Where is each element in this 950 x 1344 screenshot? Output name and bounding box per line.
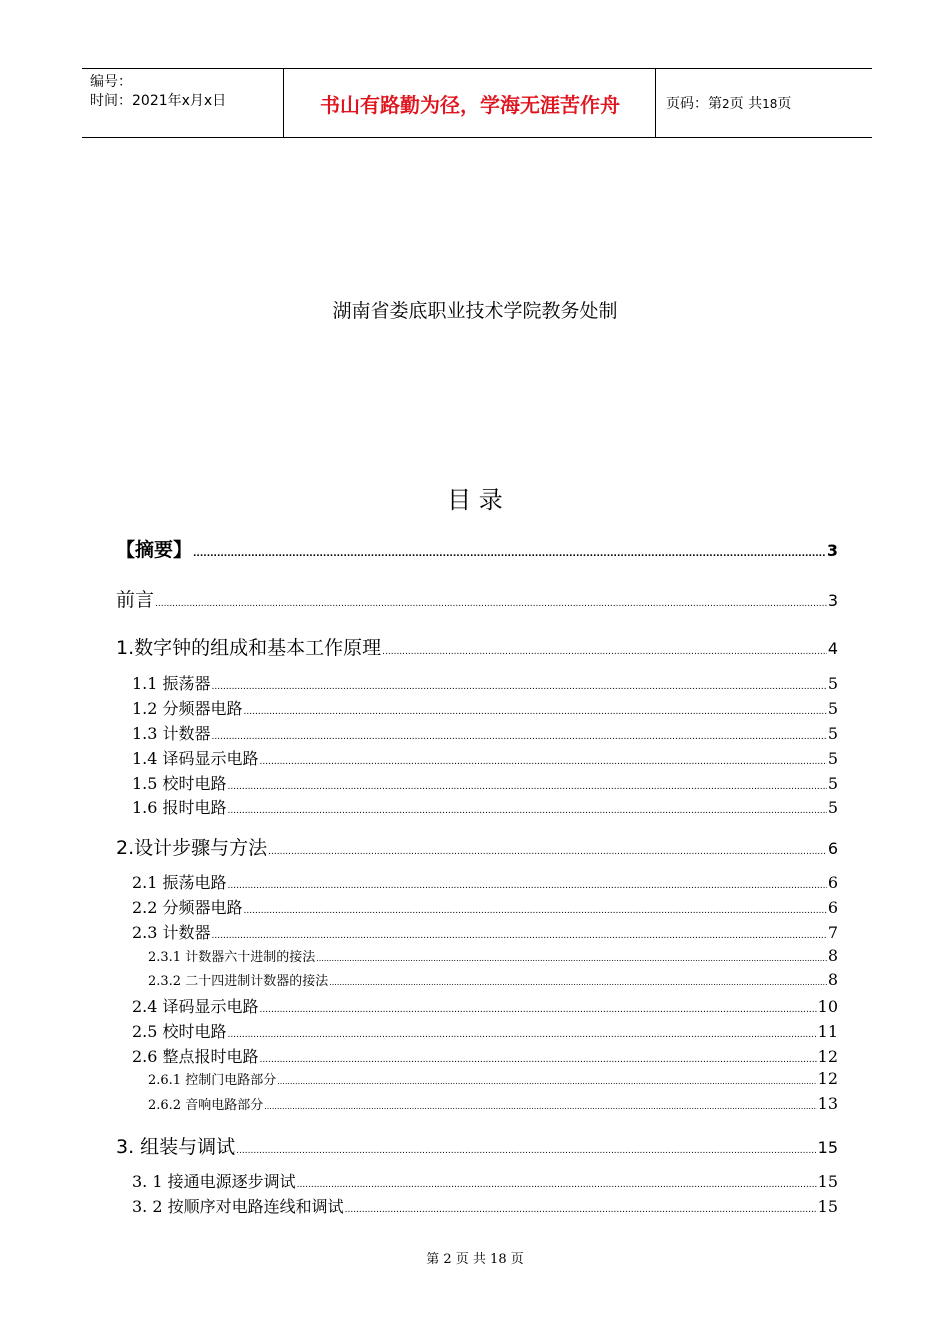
toc-leader bbox=[212, 682, 827, 692]
toc-entry-page: 5 bbox=[827, 798, 838, 817]
toc-entry-text: 1.2 分频器电路 bbox=[132, 699, 243, 718]
toc-leader bbox=[228, 1030, 817, 1040]
page-prefix: 页码：第 bbox=[666, 96, 722, 112]
toc-entry[interactable] bbox=[116, 833, 838, 860]
toc-entry-page: 5 bbox=[827, 724, 838, 743]
toc-entry[interactable] bbox=[148, 1094, 838, 1113]
toc-leader bbox=[264, 1102, 816, 1111]
toc-leader bbox=[193, 549, 826, 559]
toc-entry[interactable] bbox=[116, 585, 838, 612]
toc-entry-text: 2.设计步骤与方法 bbox=[116, 837, 268, 859]
toc-entry-text: 2.6.1 控制门电路部分 bbox=[148, 1073, 277, 1088]
toc-leader bbox=[228, 782, 827, 792]
toc-leader bbox=[297, 1180, 817, 1190]
toc-entry-text: 2.1 振荡电路 bbox=[132, 873, 227, 892]
header-page-info bbox=[666, 93, 791, 113]
toc-entry-text: 1.4 译码显示电路 bbox=[132, 749, 259, 768]
toc-entry[interactable] bbox=[148, 970, 838, 989]
institution-name: 湖南省娄底职业技术学院教务处制 bbox=[332, 300, 618, 322]
toc-entry-text: 1.5 校时电路 bbox=[132, 774, 227, 793]
toc-leader bbox=[268, 847, 827, 857]
header-motto: 书山有路勤为径，学海无涯苦作舟 bbox=[320, 92, 620, 117]
header-divider bbox=[283, 69, 284, 137]
toc-entry[interactable] bbox=[132, 746, 838, 769]
document-number-label: 编号： bbox=[90, 74, 132, 90]
toc-entry[interactable] bbox=[132, 895, 838, 918]
toc-leader bbox=[212, 931, 827, 941]
toc-entry[interactable] bbox=[132, 671, 838, 694]
toc-leader bbox=[329, 978, 827, 987]
toc-entry[interactable] bbox=[148, 1069, 838, 1088]
toc-leader bbox=[316, 954, 827, 963]
toc-leader bbox=[212, 732, 827, 742]
toc-entry-text: 1.数字钟的组成和基本工作原理 bbox=[116, 637, 382, 659]
toc-leader bbox=[382, 647, 827, 657]
toc-entry-text: 2.3.2 二十四进制计数器的接法 bbox=[148, 974, 329, 989]
page-suffix: 页 bbox=[777, 96, 792, 112]
toc-entry[interactable] bbox=[132, 1044, 838, 1067]
toc-entry-page: 5 bbox=[827, 749, 838, 768]
toc-entry-page: 4 bbox=[827, 639, 838, 658]
toc-leader bbox=[236, 1146, 816, 1156]
toc-entry-page: 12 bbox=[817, 1047, 838, 1066]
toc-entry-text: 2.2 分频器电路 bbox=[132, 898, 243, 917]
page-current: 2 bbox=[722, 97, 730, 111]
document-time-label: 时间：2021年x月x日 bbox=[90, 93, 227, 109]
toc-entry-page: 7 bbox=[827, 923, 838, 942]
toc-entry-page: 6 bbox=[827, 898, 838, 917]
toc-entry-page: 12 bbox=[817, 1069, 838, 1088]
toc-entry[interactable] bbox=[132, 1019, 838, 1042]
toc-leader bbox=[228, 881, 827, 891]
toc-leader bbox=[260, 1005, 817, 1015]
toc-entry-page: 6 bbox=[827, 873, 838, 892]
toc-entry-text: 【摘要】 bbox=[116, 539, 193, 561]
toc-entry-text: 2.6 整点报时电路 bbox=[132, 1047, 259, 1066]
toc-leader bbox=[260, 757, 827, 767]
toc-entry-text: 2.4 译码显示电路 bbox=[132, 997, 259, 1016]
toc-entry[interactable] bbox=[132, 920, 838, 943]
toc-leader bbox=[277, 1077, 816, 1086]
toc-entry[interactable] bbox=[132, 721, 838, 744]
toc-entry-page: 3 bbox=[827, 591, 838, 610]
toc-entry-page: 5 bbox=[827, 774, 838, 793]
toc-entry-text: 3. 2 按顺序对电路连线和调试 bbox=[132, 1197, 344, 1216]
toc-entry[interactable] bbox=[132, 771, 838, 794]
toc-leader bbox=[260, 1055, 817, 1065]
toc-entry-page: 13 bbox=[817, 1094, 838, 1113]
toc-entry-text: 2.3.1 计数器六十进制的接法 bbox=[148, 950, 316, 965]
page-footer: 第 2 页 共 18 页 bbox=[426, 1252, 524, 1267]
toc-entry-text: 1.6 报时电路 bbox=[132, 798, 227, 817]
toc-title: 目 录 bbox=[447, 486, 503, 514]
toc-entry-page: 5 bbox=[827, 674, 838, 693]
header-divider bbox=[655, 69, 656, 137]
toc-entry-page: 3 bbox=[826, 541, 838, 560]
toc-leader bbox=[244, 707, 827, 717]
toc-entry-page: 8 bbox=[827, 970, 838, 989]
toc-leader bbox=[244, 906, 827, 916]
toc-leader bbox=[345, 1205, 817, 1215]
toc-leader bbox=[228, 806, 827, 816]
toc-entry[interactable] bbox=[132, 795, 838, 818]
toc-entry[interactable] bbox=[132, 1169, 838, 1192]
toc-entry-page: 15 bbox=[817, 1172, 838, 1191]
toc-entry-text: 3. 组装与调试 bbox=[116, 1136, 236, 1158]
toc-entry[interactable] bbox=[132, 870, 838, 893]
toc-entry-text: 2.6.2 音响电路部分 bbox=[148, 1098, 264, 1113]
toc-entry-text: 2.3 计数器 bbox=[132, 923, 211, 942]
toc-entry-page: 8 bbox=[827, 946, 838, 965]
toc-entry[interactable] bbox=[132, 696, 838, 719]
toc-leader bbox=[155, 599, 827, 609]
toc-entry-page: 10 bbox=[817, 997, 838, 1016]
toc-entry-page: 6 bbox=[827, 839, 838, 858]
toc-entry-text: 3. 1 接通电源逐步调试 bbox=[132, 1172, 296, 1191]
toc-entry[interactable] bbox=[116, 535, 838, 562]
toc-entry[interactable] bbox=[132, 994, 838, 1017]
toc-entry-text: 前言 bbox=[116, 589, 155, 611]
page-header-table bbox=[82, 68, 872, 138]
toc-entry-page: 5 bbox=[827, 699, 838, 718]
page-total: 18 bbox=[762, 97, 778, 111]
header-meta bbox=[90, 73, 280, 111]
toc-entry-page: 11 bbox=[817, 1022, 838, 1041]
toc-entry-text: 1.3 计数器 bbox=[132, 724, 211, 743]
toc-entry[interactable] bbox=[148, 946, 838, 965]
page-mid: 页 共 bbox=[729, 96, 763, 112]
toc-entry-text: 2.5 校时电路 bbox=[132, 1022, 227, 1041]
toc-entry[interactable] bbox=[132, 1194, 838, 1217]
toc-entry-page: 15 bbox=[817, 1138, 838, 1157]
toc-entry-text: 1.1 振荡器 bbox=[132, 674, 211, 693]
toc-entry-page: 15 bbox=[817, 1197, 838, 1216]
toc-entry[interactable] bbox=[116, 633, 838, 660]
toc-entry[interactable] bbox=[116, 1132, 838, 1159]
